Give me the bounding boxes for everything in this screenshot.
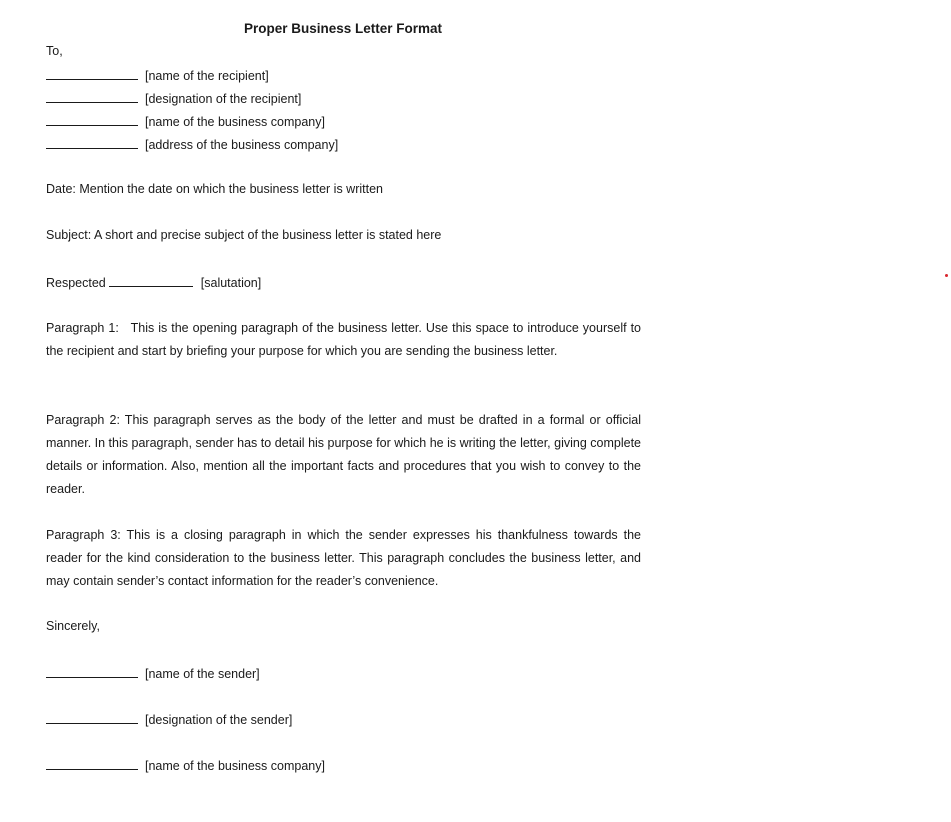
salutation-line — [46, 274, 261, 290]
recipient-designation-field: [designation of the recipient] — [145, 92, 302, 106]
subject-line: Subject: A short and precise subject of the business letter is stated here — [46, 228, 442, 242]
sender-name-field: [name of the sender] — [145, 667, 260, 681]
fill-in-blank — [46, 711, 138, 724]
fill-in-blank — [46, 136, 138, 149]
red-dot-marker — [945, 274, 948, 277]
sender-company-line — [46, 757, 325, 773]
recipient-designation-line — [46, 90, 301, 106]
fill-in-blank — [46, 757, 138, 770]
paragraph-3: Paragraph 3: This is a closing paragraph in which the sender expresses his thankfulness towards the reader for the kind consideration to the business letter. This paragraph concludes the business letter, and may contain sender’s contact information for the reader’s convenience. — [46, 528, 641, 588]
sender-name-line — [46, 665, 260, 681]
paragraph-1: Paragraph 1: This is the opening paragraph of the business letter. Use this space to introduce yourself to the recipient and start by briefing your purpose for which you are sending the business letter. — [46, 321, 641, 358]
document-title: Proper Business Letter Format — [243, 21, 443, 36]
paragraph-2: Paragraph 2: This paragraph serves as the body of the letter and must be drafted in a formal or official manner. In this paragraph, sender has to detail his purpose for which he is writing the letter, giving complete details or information. Also, mention all the important facts and procedures that you wish to convey to the reader. — [46, 413, 641, 496]
fill-in-blank — [46, 113, 138, 126]
to-label: To, — [46, 44, 63, 58]
sender-company-field: [name of the business company] — [145, 759, 325, 773]
fill-in-blank — [46, 665, 138, 678]
fill-in-blank — [109, 274, 193, 287]
salutation-prefix: Respected — [46, 276, 106, 290]
fill-in-blank — [46, 90, 138, 103]
recipient-address-field: [address of the business company] — [145, 138, 339, 152]
recipient-address-line — [46, 136, 338, 152]
sender-designation-line — [46, 711, 292, 727]
recipient-company-field: [name of the business company] — [145, 115, 325, 129]
recipient-company-line — [46, 113, 325, 129]
closing: Sincerely, — [46, 619, 100, 633]
salutation-field: [salutation] — [200, 276, 262, 290]
recipient-name-field: [name of the recipient] — [145, 69, 269, 83]
fill-in-blank — [46, 67, 138, 80]
sender-designation-field: [designation of the sender] — [145, 713, 293, 727]
date-line: Date: Mention the date on which the business letter is written — [46, 182, 383, 196]
recipient-name-line — [46, 67, 269, 83]
